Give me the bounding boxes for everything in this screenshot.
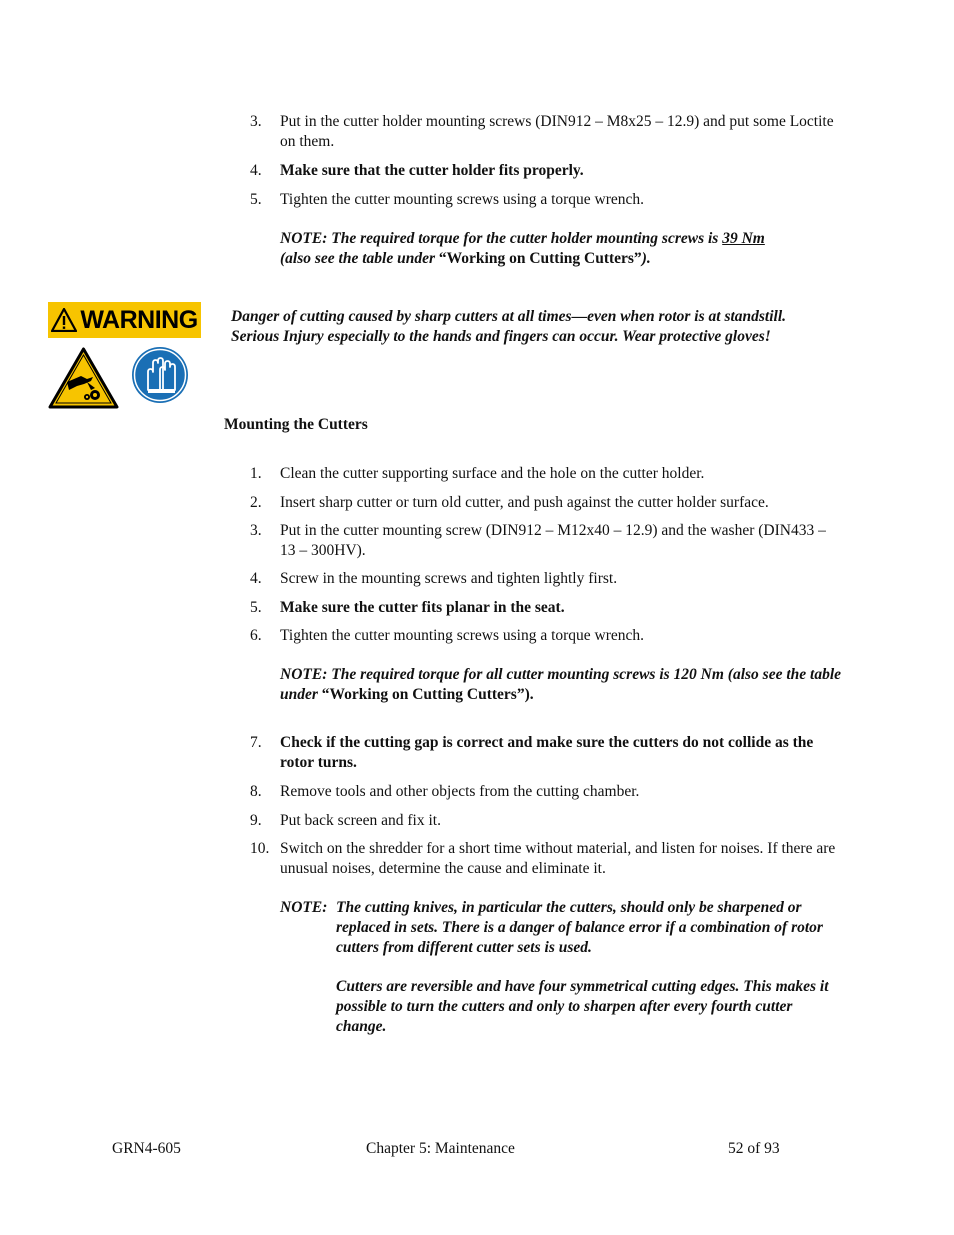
step-number: 7.	[250, 734, 262, 751]
step-text: Make sure the cutter fits planar in the seat.	[280, 599, 565, 616]
hand-cutting-hazard-icon	[47, 346, 120, 410]
step-number: 3.	[250, 113, 262, 130]
step-number: 1.	[250, 465, 262, 482]
torque-value: 39 Nm	[722, 230, 765, 247]
table-reference: “Working on Cutting Cutters”	[438, 250, 642, 267]
note-text: (also see the table under	[280, 250, 439, 267]
table-reference: “Working on Cutting Cutters”).	[321, 686, 534, 703]
step-number: 8.	[250, 783, 262, 800]
note-text: NOTE: The required torque for the cutter holder mounting screws is	[280, 230, 723, 247]
step-text: Switch on the shredder for a short time without material, and listen for noises. If there are unusual noises, determine the cause and eliminate it.	[280, 840, 836, 877]
note-text: ).	[641, 250, 651, 267]
step-number: 3.	[250, 522, 262, 539]
step-number: 4.	[250, 162, 262, 179]
step-text: Remove tools and other objects from the cutting chamber.	[280, 783, 640, 800]
note-prefix: NOTE:	[280, 899, 328, 916]
footer-chapter: Chapter 5: Maintenance	[366, 1140, 515, 1157]
step-text: Tighten the cutter mounting screws using a torque wrench.	[280, 191, 645, 208]
sharpening-note: The cutting knives, in particular the cutters, should only be sharpened or replaced in sets. There is a danger of balance error if a combination of rotor cutters from different cutter sets is used.	[336, 899, 823, 956]
warning-message: Danger of cutting caused by sharp cutters at all times—even when rotor is at standstill. Serious Injury especially to the hands and fingers can occur. Wear protective gloves!	[231, 308, 787, 345]
warning-label-text: WARNING	[80, 306, 198, 334]
footer-page-number: 52 of 93	[728, 1140, 780, 1157]
step-number: 5.	[250, 191, 262, 208]
step-number: 5.	[250, 599, 262, 616]
warning-label	[48, 302, 201, 338]
step-text: Clean the cutter supporting surface and the hole on the cutter holder.	[280, 465, 705, 482]
section-heading: Mounting the Cutters	[224, 416, 368, 433]
step-number: 10.	[250, 840, 270, 857]
step-text: Put in the cutter mounting screw (DIN912 – M12x40 – 12.9) and the washer (DIN433 – 13 – 300HV).	[280, 522, 826, 559]
step-number: 4.	[250, 570, 262, 587]
reversible-note: Cutters are reversible and have four symmetrical cutting edges. This makes it possible to turn the cutters and only to sharpen after every fourth cutter change.	[336, 978, 829, 1035]
wear-gloves-icon	[131, 346, 189, 404]
torque-note	[280, 229, 845, 269]
step-number: 9.	[250, 812, 262, 829]
step-text: Put back screen and fix it.	[280, 812, 441, 829]
step-text: Tighten the cutter mounting screws using a torque wrench.	[280, 627, 645, 644]
step-text: Screw in the mounting screws and tighten lightly first.	[280, 570, 618, 587]
step-number: 6.	[250, 627, 262, 644]
footer-doc-id: GRN4-605	[112, 1140, 181, 1157]
step-text: Make sure that the cutter holder fits properly.	[280, 162, 584, 179]
step-text: Check if the cutting gap is correct and make sure the cutters do not collide as the rotor turns.	[280, 734, 814, 771]
note-text: NOTE: The required torque for all cutter mounting screws is 120 Nm (also see the table under	[280, 666, 842, 703]
step-number: 2.	[250, 494, 262, 511]
torque-note	[280, 665, 845, 705]
step-text: Put in the cutter holder mounting screws (DIN912 – M8x25 – 12.9) and put some Loctite on them.	[280, 113, 834, 150]
step-text: Insert sharp cutter or turn old cutter, and push against the cutter holder surface.	[280, 494, 769, 511]
alert-triangle-icon	[51, 308, 77, 332]
